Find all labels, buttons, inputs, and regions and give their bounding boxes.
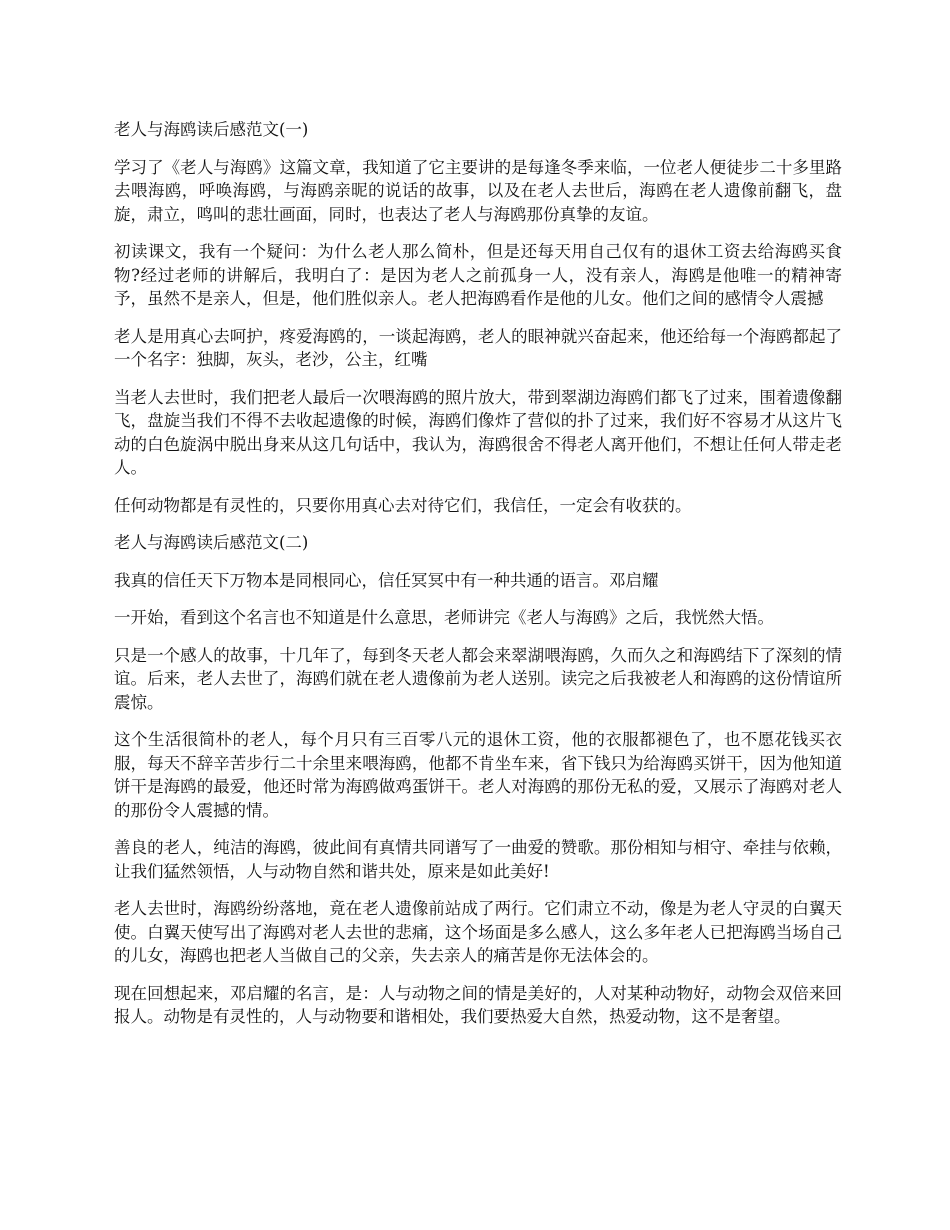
paragraph: 任何动物都是有灵性的，只要你用真心去对待它们，我信任，一定会有收获的。 [114, 495, 692, 515]
paragraph: 现在回想起来，邓启耀的名言，是：人与动物之间的情是美好的，人对某种动物好，动物会双倍来回报人。动物是有灵性的，人与动物要和谐相处，我们要热爱大自然，热爱动物，这不是奢望。 [114, 983, 842, 1026]
paragraph: 老人是用真心去呵护，疼爱海鸥的，一谈起海鸥，老人的眼神就兴奋起来，他还给每一个海鸥都起了一个名字：独脚，灰头，老沙，公主，红嘴 [114, 326, 842, 369]
paragraph: 只是一个感人的故事，十几年了，每到冬天老人都会来翠湖喂海鸥，久而久之和海鸥结下了深刻的情谊。后来，老人去世了，海鸥们就在老人遗像前为老人送别。读完之后我被老人和海鸥的这份情谊所震惊。 [114, 645, 842, 712]
paragraph: 一开始，看到这个名言也不知道是什么意思，老师讲完《老人与海鸥》之后，我恍然大悟。 [114, 608, 774, 627]
paragraph: 当老人去世时，我们把老人最后一次喂海鸥的照片放大，带到翠湖边海鸥们都飞了过来，围着遗像翻飞，盘旋当我们不得不去收起遗像的时候，海鸥们像炸了营似的扑了过来，我们好不容易才从这片飞动的白色旋涡中脱出身来从这几句话中，我认为，海鸥很舍不得老人离开他们，不想让任何人带走老人。 [114, 387, 842, 477]
section-heading-2: 老人与海鸥读后感范文(二) [114, 533, 309, 552]
document-body [114, 118, 842, 1043]
paragraph: 学习了《老人与海鸥》这篇文章，我知道了它主要讲的是每逢冬季来临，一位老人便徒步二十多里路去喂海鸥，呼唤海鸥，与海鸥亲昵的说话的故事，以及在老人去世后，海鸥在老人遗像前翻飞，盘旋，肃立，鸣叫的悲壮画面，同时，也表达了老人与海鸥那份真挚的友谊。 [114, 157, 842, 224]
paragraph: 初读课文，我有一个疑问：为什么老人那么简朴，但是还每天用自己仅有的退休工资去给海鸥买食物?经过老师的讲解后，我明白了：是因为老人之前孤身一人，没有亲人，海鸥是他唯一的精神寄予，虽然不是亲人，但是，他们胜似亲人。老人把海鸥看作是他的儿女。他们之间的感情令人震撼 [114, 242, 842, 308]
paragraph: 我真的信任天下万物本是同根同心，信任冥冥中有一种共通的语言。邓启耀 [114, 570, 659, 590]
section-heading-1: 老人与海鸥读后感范文(一) [114, 120, 309, 139]
paragraph: 善良的老人，纯洁的海鸥，彼此间有真情共同谱写了一曲爱的赞歌。那份相知与相守、牵挂与依赖，让我们猛然领悟，人与动物自然和谐共处，原来是如此美好! [114, 838, 842, 881]
paragraph: 这个生活很简朴的老人，每个月只有三百零八元的退休工资，他的衣服都褪色了，也不愿花钱买衣服，每天不辞辛苦步行二十余里来喂海鸥，他都不肯坐车来，省下钱只为给海鸥买饼干，因为他知道饼干是海鸥的最爱，他还时常为海鸥做鸡蛋饼干。老人对海鸥的那份无私的爱，又展示了海鸥对老人的那份令人震撼的情。 [114, 730, 842, 820]
paragraph: 老人去世时，海鸥纷纷落地，竟在老人遗像前站成了两行。它们肃立不动，像是为老人守灵的白翼天使。白翼天使写出了海鸥对老人去世的悲痛，这个场面是多么感人，这么多年老人已把海鸥当场自己的儿女，海鸥也把老人当做自己的父亲，失去亲人的痛苦是你无法体会的。 [114, 899, 842, 965]
